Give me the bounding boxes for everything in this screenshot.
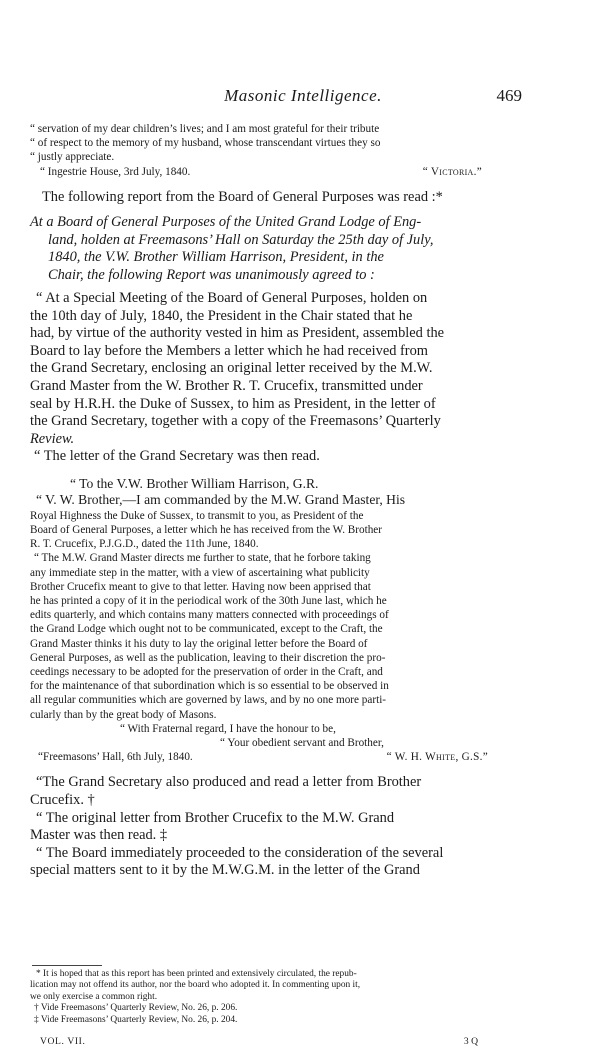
report-line: Grand Master from the W. Brother R. T. Crucefix, transmitted under bbox=[30, 378, 423, 394]
gs-letter-line: for the maintenance of that subordination which is so essential to be observed in bbox=[30, 680, 389, 693]
report-line: “ At a Special Meeting of the Board of General Purposes, holden on bbox=[36, 290, 428, 307]
gs-letter-signature: “ W. H. White, G.S.” bbox=[386, 751, 488, 764]
gs-letter-line: cularly than by the great body of Masons. bbox=[30, 708, 217, 721]
report-line: Board to lay before the Members a letter which he had received from bbox=[30, 342, 428, 359]
after-line: Master was then read. ‡ bbox=[30, 827, 168, 844]
report-line: the Grand Secretary, together with a copy of the Freemasons’ Quarterly bbox=[30, 413, 441, 430]
report-line: the Grand Secretary, enclosing an original letter received by the M.W. bbox=[30, 360, 433, 377]
letter-signoff bbox=[30, 165, 508, 179]
letter-address: “ To the V.W. Brother William Harrison, G.R. bbox=[70, 475, 319, 491]
gs-letter-line: any immediate step in the matter, with a view of ascertaining what publicity bbox=[30, 566, 370, 579]
gs-letter-line: ceedings necessary to be adopted for the preservation of order in the Craft, and bbox=[30, 666, 383, 679]
gs-letter-signoff bbox=[30, 750, 508, 764]
gs-letter-line: General Purposes, as well as the publication, leaving to their discretion the pro- bbox=[30, 651, 386, 664]
footnote-line: lication may not offend its author, nor the board who adopted it. In commenting upon it, bbox=[30, 980, 361, 991]
grand-secretary-letter bbox=[30, 476, 508, 764]
after-line: “The Grand Secretary also produced and read a letter from Brother bbox=[36, 774, 422, 791]
footnote-line: * It is hoped that as this report has been printed and extensively circulated, the repub- bbox=[36, 969, 357, 979]
gs-letter-line: all regular communities which are governed by laws, and by no one more parti- bbox=[30, 694, 387, 707]
footnote-line: we only exercise a common right. bbox=[30, 991, 158, 1002]
resolution-line: Chair, the following Report was unanimously agreed to : bbox=[48, 266, 375, 283]
resolution-line: land, holden at Freemasons’ Hall on Saturday the 25th day of July, bbox=[48, 231, 434, 248]
footnote-rule bbox=[32, 965, 102, 966]
gs-letter-place: “Freemasons’ Hall, 6th July, 1840. bbox=[38, 751, 193, 764]
after-line: “ The Board immediately proceeded to the consideration of the several bbox=[36, 844, 444, 861]
footnote-dagger: † Vide Freemasons’ Quarterly Review, No. 26, p. 206. bbox=[34, 1003, 238, 1014]
resolution-heading bbox=[30, 214, 508, 284]
gs-letter-line: he has printed a copy of it in the periodical work of the 30th June last, which he bbox=[30, 595, 387, 607]
page-body bbox=[30, 122, 508, 880]
gs-letter-line: edits quarterly, and which contains many matters connected with proceedings of bbox=[30, 609, 389, 622]
report-line: seal by H.R.H. the Duke of Sussex, to him as President, in the letter of bbox=[30, 395, 436, 412]
resolution-line: At a Board of General Purposes of the United Grand Lodge of Eng- bbox=[30, 214, 422, 231]
letter-closing: “ Your obedient servant and Brother, bbox=[220, 737, 384, 750]
signature-mark: 3 Q bbox=[463, 1036, 478, 1047]
page-bottom bbox=[40, 1036, 480, 1049]
gs-letter-line: R. T. Crucefix, P.J.G.D., dated the 11th June, 1840. bbox=[30, 538, 259, 551]
footnote-double-dagger: ‡ Vide Freemasons’ Quarterly Review, No. 26, p. 204. bbox=[34, 1014, 238, 1025]
letter-closing: “ With Fraternal regard, I have the honour to be, bbox=[120, 722, 336, 735]
letter-line: “ servation of my dear children’s lives; and I am most grateful for their tribute bbox=[30, 123, 380, 135]
page-header bbox=[0, 86, 606, 110]
gs-letter-line: “ The M.W. Grand Master directs me further to state, that he forbore taking bbox=[34, 552, 371, 565]
gs-letter-line: the Grand Lodge which ought not to be communicated, except to the Craft, the bbox=[30, 623, 383, 636]
volume-label: VOL. VII. bbox=[40, 1036, 86, 1047]
letter-ending bbox=[30, 122, 508, 179]
after-paragraphs bbox=[30, 774, 508, 880]
running-title: Masonic Intelligence. bbox=[224, 86, 382, 105]
letter-signature: “ Victoria.” bbox=[422, 165, 482, 178]
report-paragraph-1 bbox=[30, 290, 508, 448]
letter-line: “ justly appreciate. bbox=[30, 151, 115, 164]
gs-letter-line: Royal Highness the Duke of Sussex, to transmit to you, as President of the bbox=[30, 509, 364, 522]
gs-letter-line: Grand Master thinks it his duty to lay the original letter before the Board of bbox=[30, 637, 368, 650]
report-line: the 10th day of July, 1840, the President in the Chair stated that he bbox=[30, 307, 413, 324]
after-line: Crucefix. † bbox=[30, 792, 95, 809]
intro-paragraph: The following report from the Board of General Purposes was read :* bbox=[42, 188, 443, 205]
page-number: 469 bbox=[496, 86, 522, 105]
report-paragraph-2: “ The letter of the Grand Secretary was then read. bbox=[34, 448, 320, 465]
gs-letter-line: Brother Crucefix meant to give to that letter. Having now been apprised that bbox=[30, 580, 371, 593]
after-line: “ The original letter from Brother Crucefix to the M.W. Grand bbox=[36, 809, 395, 826]
footnotes bbox=[30, 969, 508, 1026]
gs-letter-line: “ V. W. Brother,—I am commanded by the M.W. Grand Master, His bbox=[36, 492, 406, 508]
resolution-line: 1840, the V.W. Brother William Harrison, President, in the bbox=[48, 249, 384, 266]
after-line: special matters sent to it by the M.W.G.M. in the letter of the Grand bbox=[30, 862, 420, 879]
gs-letter-line: Board of General Purposes, a letter which he has received from the W. Brother bbox=[30, 523, 382, 536]
report-line: had, by virtue of the authority vested in him as President, assembled the bbox=[30, 325, 445, 342]
letter-place-date: “ Ingestrie House, 3rd July, 1840. bbox=[40, 165, 191, 178]
report-line: Review. bbox=[30, 430, 75, 447]
letter-line: “ of respect to the memory of my husband, whose transcendant virtues they so bbox=[30, 137, 381, 150]
